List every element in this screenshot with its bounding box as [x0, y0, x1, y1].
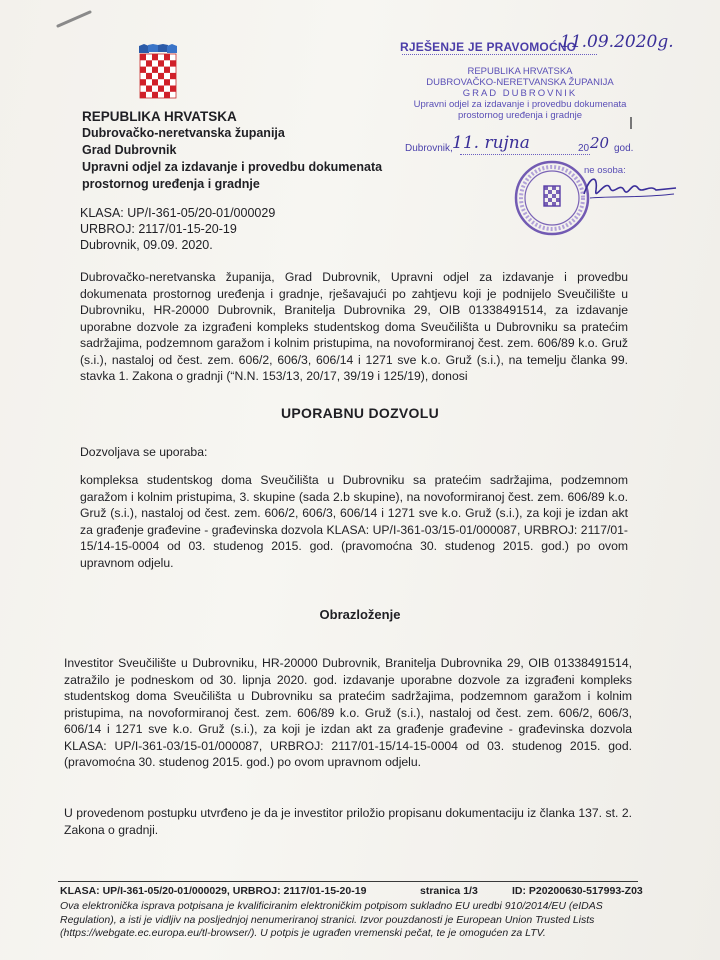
header-county: Dubrovačko-neretvanska županija — [82, 126, 285, 140]
stamp-date-line — [460, 154, 590, 155]
header-department-cont: prostornog uređenja i gradnje — [82, 177, 260, 191]
stamp-line-5: prostornog uređenja i gradnje — [457, 110, 583, 121]
reasoning-paragraph: Investitor Sveučilište u Dubrovniku, HR-20000 Dubrovnik, Branitelja Dubrovnika 29, OIB 01338491514, zatražilo je podneskom od 30. lipnja 2020. god. izdavanje uporabne dozvole za izgrađeni kompleks studentskog doma Sveučilišta u Dubrovniku sa pratećim sadržajima, podzemnom garažom i kolnim pristupima, na novoformiranoj čest. zem. 606/89 k.o. Gruž (s.i.), nastaloj od čest. zem. 606/2, 606/3, 606/14 i 1271 sve k.o. Gruž (s.i.), za koji je izdan akt za građenje građevine - građevinska dozvola KLASA: UP/I-361-03/15-01/000087, URBROJ: 2117/01-15/14-15-0004 od 03. studenog 2015. god. (pravomoćna 30. studenog 2015. god.) po ovom upravnom odjelu. — [64, 656, 632, 769]
issuer-header — [82, 108, 412, 193]
stamp-handwritten-day: 11. rujna — [452, 133, 530, 153]
header-country: REPUBLIKA HRVATSKA — [82, 109, 237, 124]
document-title: UPORABNU DOZVOLU — [280, 405, 440, 421]
stamp-god: god. — [614, 143, 634, 154]
footer-klasa: KLASA: UP/I-361-05/20-01/000029, URBROJ: 2117/01-15-20-19 — [60, 885, 367, 897]
stamp-handwritten-year: 20 — [590, 134, 610, 152]
permit-lead: Dozvoljava se uporaba: — [80, 445, 208, 459]
header-department: Upravni odjel za izdavanje i provedbu dokumenata — [82, 160, 383, 174]
reasoning-heading: Obrazloženje — [319, 607, 401, 622]
footer-signature-note: Ova elektronička isprava potpisana je kvalificiranim elektroničkim potpisom sukladno EU uredbi 910/2014/EU (eIDAS Regulation), a isti je vidljiv na posljednjoj nenumeriranoj stranici. Izvor pouzdanosti je European Union Trusted Lists (https://webgate.ec.europa.eu/tl-browser/). U potpis je ugrađen vremenski pečat, te je omogućen za LTV. — [60, 900, 603, 939]
klasa: KLASA: UP/I-361-05/20-01/000029 — [80, 206, 276, 220]
header-city: Grad Dubrovnik — [82, 143, 177, 157]
stamp-city: Dubrovnik, — [405, 143, 453, 154]
stamp-line-4: Upravni odjel za izdavanje i provedbu dokumenata — [413, 99, 627, 110]
stamp-dotted-line — [402, 54, 597, 55]
footer-document-id: ID: P20200630-517993-Z03 — [512, 885, 643, 897]
footer-divider — [58, 881, 638, 882]
pen-mark-icon — [56, 8, 96, 28]
stamp-line-3: GRAD DUBROVNIK — [462, 88, 578, 99]
margin-tick — [630, 117, 632, 129]
document-meta — [80, 205, 275, 253]
issue-date: Dubrovnik, 09.09. 2020. — [80, 238, 213, 252]
validity-stamp-block — [400, 66, 640, 121]
reasoning-paragraph-2: U provedenom postupku utvrđeno je da je investitor priložio propisanu dokumentaciju iz članka 137. st. 2. Zakona o gradnji. — [64, 806, 632, 837]
stamp-line-1: REPUBLIKA HRVATSKA — [467, 66, 573, 77]
stamp-person-label: ne osoba: — [584, 165, 626, 176]
permit-paragraph: kompleksa studentskog doma Sveučilišta u Dubrovniku sa pratećim sadržajima, podzemnom garažom i kolnim pristupima, 3. skupine (sada 2.b skupine), na novoformiranoj čest. zem. 606/89 k.o. Gruž (s.i.), nastaloj od čest. zem. 606/2, 606/3, 606/14 i 1271 sve k.o. Gruž (s.i.), za koji je izdan akt za građenje građevine - građevinska dozvola KLASA: UP/I-361-03/15-01/000087, URBROJ: 2117/01-15/14-15-0004 od 03. studenog 2015. god. (pravomoćna 30. studenog 2015. god.) po ovom upravnom odjelu. — [80, 473, 628, 570]
stamp-line-2: DUBROVAČKO-NERETVANSKA ŽUPANIJA — [426, 77, 614, 88]
croatian-coat-of-arms-icon — [136, 44, 180, 102]
stamp-year-prefix: 20 — [578, 143, 590, 154]
validity-handwritten-date: 11.09.2020g. — [560, 32, 674, 52]
footer-page-number: stranica 1/3 — [420, 885, 478, 897]
intro-paragraph: Dubrovačko-neretvanska županija, Grad Dubrovnik, Upravni odjel za izdavanje i provedbu dokumenata prostornog uređenja i gradnje, rješavajući po zahtjevu koji je podnijelo Sveučilište u Dubrovniku, HR-20000 Dubrovnik, Branitelja Dubrovnika 29, OIB 01338491514, za izdavanje uporabne dozvole za izgrađeni kompleks studentskog doma Sveučilišta u Dubrovniku sa pratećim sadržajima, podzemnom garažom i kolnim pristupima, na novoformiranoj čest. zem. 606/89 k.o. Gruž (s.i.), nastaloj od čest. zem. 606/2, 606/3, 606/14 i 1271 sve k.o. Gruž (s.i.), na temelju članka 99. stavka 1. Zakona o gradnji (“N.N. 153/13, 20/17, 39/19 i 125/19), donosi — [80, 270, 628, 383]
signature-icon — [580, 168, 680, 208]
urbroj: URBROJ: 2117/01-15-20-19 — [80, 222, 237, 236]
validity-stamp-title: RJEŠENJE JE PRAVOMOĆNO — [400, 40, 577, 54]
